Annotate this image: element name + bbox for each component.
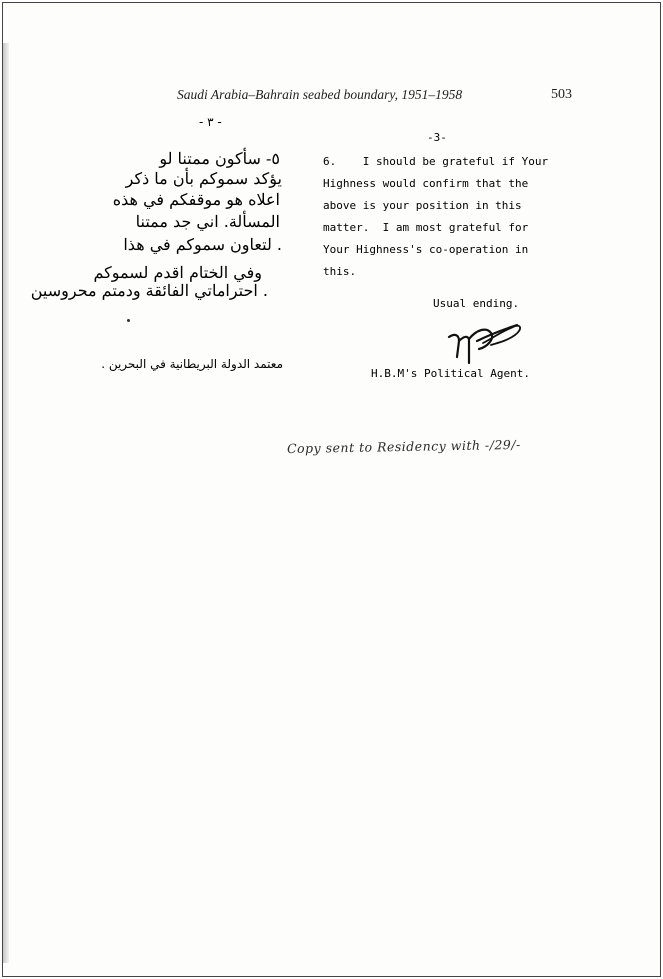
english-line: Highness would confirm that the [323, 177, 529, 190]
arabic-line: لتعاون سموكم في هذا . [123, 235, 282, 254]
english-page-mark: -3- [427, 131, 447, 144]
running-head: Saudi Arabia–Bahrain seabed boundary, 1951–1958 [177, 87, 463, 102]
english-line: 6. I should be grateful if Your [323, 155, 549, 168]
arabic-line: وفي الختام اقدم لسموكم [93, 263, 262, 282]
page-number: 503 [551, 87, 572, 102]
english-line: Your Highness's co-operation in [323, 243, 529, 256]
ink-dot [127, 319, 130, 322]
arabic-line: احتراماتي الفائقة ودمتم محروسين . [30, 281, 268, 300]
english-line: matter. I am most grateful for [323, 221, 529, 234]
english-line: this. [323, 265, 357, 278]
arabic-line: اعلاه هو موقفكم في هذه [112, 190, 280, 209]
handwritten-annotation: Copy sent to Residency with -/29/- [286, 436, 521, 457]
arabic-line: المسألة. اني جد ممتنا [135, 212, 280, 231]
english-line: above is your position in this [323, 199, 522, 212]
scan-edge-shadow [3, 43, 9, 963]
arabic-line: يؤكد سموكم بأن ما ذكر [125, 169, 282, 188]
closing-line: Usual ending. [433, 297, 520, 310]
document-page [2, 2, 661, 977]
arabic-line: ٥- سأكون ممتنا لو [159, 149, 280, 168]
handwritten-signature [443, 319, 533, 367]
arabic-signer: معتمد الدولة البريطانية في البحرين . [101, 357, 283, 371]
english-signer: H.B.M's Political Agent. [371, 367, 530, 380]
arabic-page-mark: - ٣ - [199, 115, 222, 129]
